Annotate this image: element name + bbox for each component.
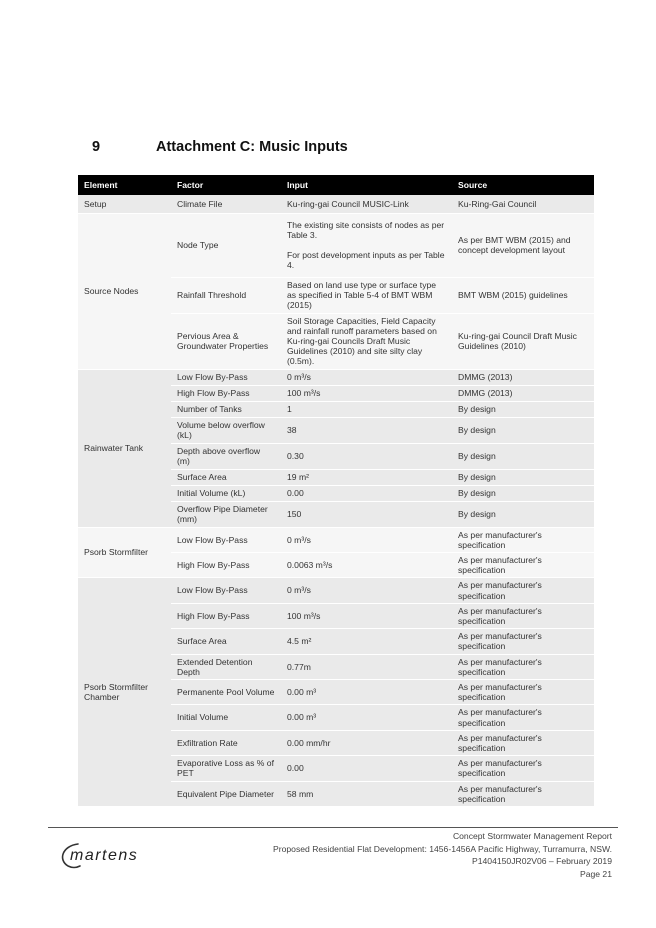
- source-cell: As per manufacturer's specification: [452, 654, 594, 679]
- spacer: [287, 240, 446, 250]
- footer-report-title: Concept Stormwater Management Report: [452, 831, 612, 841]
- source-cell: By design: [452, 469, 594, 485]
- source-cell: By design: [452, 501, 594, 527]
- source-cell: DMMG (2013): [452, 385, 594, 401]
- input-cell: 150: [281, 501, 452, 527]
- element-source-nodes: Source Nodes: [78, 213, 171, 369]
- input-cell: 0.00: [281, 485, 452, 501]
- input-cell: [281, 213, 452, 277]
- factor-cell: Low Flow By-Pass: [171, 527, 281, 552]
- header-source: Source: [452, 175, 594, 195]
- section-title: Attachment C: Music Inputs: [156, 139, 348, 155]
- input-cell: Soil Storage Capacities, Field Capacity and rainfall runoff parameters based on Ku-ring-gai Councils Draft Music Guidelines (2010) and site silty clay (0.5m).: [281, 313, 452, 369]
- source-cell: DMMG (2013): [452, 369, 594, 385]
- source-cell: By design: [452, 443, 594, 469]
- table-header-row: [78, 175, 594, 195]
- input-cell: 0.77m: [281, 654, 452, 679]
- input-text: The existing site consists of nodes as per Table 3.: [287, 219, 445, 240]
- element-psorb-chamber: Psorb Stormfilter Chamber: [78, 578, 171, 807]
- source-cell: As per manufacturer's specification: [452, 629, 594, 654]
- footer-project: Proposed Residential Flat Development: 1456-1456A Pacific Highway, Turramurra, NSW.: [273, 843, 612, 854]
- section-heading: [92, 139, 348, 155]
- header-factor: Factor: [171, 175, 281, 195]
- factor-cell: High Flow By-Pass: [171, 385, 281, 401]
- source-cell: Ku-Ring-Gai Council: [452, 195, 594, 213]
- factor-cell: Rainfall Threshold: [171, 277, 281, 313]
- factor-cell: Low Flow By-Pass: [171, 578, 281, 603]
- factor-cell: Pervious Area & Groundwater Properties: [171, 313, 281, 369]
- header-input: Input: [281, 175, 452, 195]
- input-cell: 1: [281, 401, 452, 417]
- source-cell: As per manufacturer's specification: [452, 756, 594, 781]
- factor-cell: Overflow Pipe Diameter (mm): [171, 501, 281, 527]
- factor-cell: Equivalent Pipe Diameter: [171, 781, 281, 806]
- source-cell: As per BMT WBM (2015) and concept development layout: [452, 213, 594, 277]
- input-cell: 0.0063 m³/s: [281, 552, 452, 577]
- factor-cell: Node Type: [171, 213, 281, 277]
- input-cell: Based on land use type or surface type as specified in Table 5-4 of BMT WBM (2015): [281, 277, 452, 313]
- music-inputs-table: [78, 175, 594, 807]
- input-cell: 0 m³/s: [281, 527, 452, 552]
- factor-cell: Number of Tanks: [171, 401, 281, 417]
- source-cell: As per manufacturer's specification: [452, 781, 594, 806]
- input-cell: 100 m³/s: [281, 603, 452, 628]
- input-cell: 58 mm: [281, 781, 452, 806]
- element-rainwater-tank: Rainwater Tank: [78, 369, 171, 527]
- factor-cell: Climate File: [171, 195, 281, 213]
- factor-cell: Evaporative Loss as % of PET: [171, 756, 281, 781]
- source-cell: By design: [452, 401, 594, 417]
- input-cell: 0 m³/s: [281, 369, 452, 385]
- input-text: For post development inputs as per Table 4.: [287, 250, 445, 271]
- factor-cell: Volume below overflow (kL): [171, 417, 281, 443]
- factor-cell: Exfiltration Rate: [171, 730, 281, 755]
- table-row: [78, 213, 594, 277]
- martens-logo: [56, 838, 156, 872]
- input-cell: Ku-ring-gai Council MUSIC-Link: [281, 195, 452, 213]
- source-cell: BMT WBM (2015) guidelines: [452, 277, 594, 313]
- element-setup: Setup: [78, 195, 171, 213]
- input-cell: 38: [281, 417, 452, 443]
- input-cell: 0.00 mm/hr: [281, 730, 452, 755]
- factor-cell: Low Flow By-Pass: [171, 369, 281, 385]
- source-cell: As per manufacturer's specification: [452, 527, 594, 552]
- element-psorb-stormfilter: Psorb Stormfilter: [78, 527, 171, 578]
- factor-cell: Depth above overflow (m): [171, 443, 281, 469]
- input-cell: 100 m³/s: [281, 385, 452, 401]
- factor-cell: Extended Detention Depth: [171, 654, 281, 679]
- input-cell: 0.00 m³: [281, 705, 452, 730]
- source-cell: As per manufacturer's specification: [452, 552, 594, 577]
- factor-cell: Surface Area: [171, 629, 281, 654]
- input-cell: 0.00: [281, 756, 452, 781]
- source-cell: By design: [452, 485, 594, 501]
- input-cell: 19 m²: [281, 469, 452, 485]
- table-row: [78, 527, 594, 552]
- factor-cell: High Flow By-Pass: [171, 603, 281, 628]
- logo-text: martens: [70, 847, 139, 864]
- source-cell: As per manufacturer's specification: [452, 705, 594, 730]
- factor-cell: Initial Volume: [171, 705, 281, 730]
- input-cell: 0 m³/s: [281, 578, 452, 603]
- factor-cell: Surface Area: [171, 469, 281, 485]
- footer-divider: [48, 827, 618, 828]
- footer-page-number: Page 21: [579, 868, 612, 879]
- header-element: Element: [78, 175, 171, 195]
- table-row: [78, 195, 594, 213]
- table-row: [78, 369, 594, 385]
- section-number: 9: [92, 139, 101, 155]
- input-cell: 0.00 m³: [281, 679, 452, 704]
- source-cell: As per manufacturer's specification: [452, 603, 594, 628]
- factor-cell: High Flow By-Pass: [171, 552, 281, 577]
- source-cell: By design: [452, 417, 594, 443]
- footer-doc-ref: P1404150JR02V06 – February 2019: [472, 856, 612, 867]
- input-cell: 0.30: [281, 443, 452, 469]
- source-cell: As per manufacturer's specification: [452, 679, 594, 704]
- footer-info: [273, 830, 612, 880]
- input-cell: 4.5 m²: [281, 629, 452, 654]
- factor-cell: Permanente Pool Volume: [171, 679, 281, 704]
- source-cell: As per manufacturer's specification: [452, 730, 594, 755]
- source-cell: Ku-ring-gai Council Draft Music Guidelines (2010): [452, 313, 594, 369]
- table-row: [78, 578, 594, 603]
- factor-cell: Initial Volume (kL): [171, 485, 281, 501]
- source-cell: As per manufacturer's specification: [452, 578, 594, 603]
